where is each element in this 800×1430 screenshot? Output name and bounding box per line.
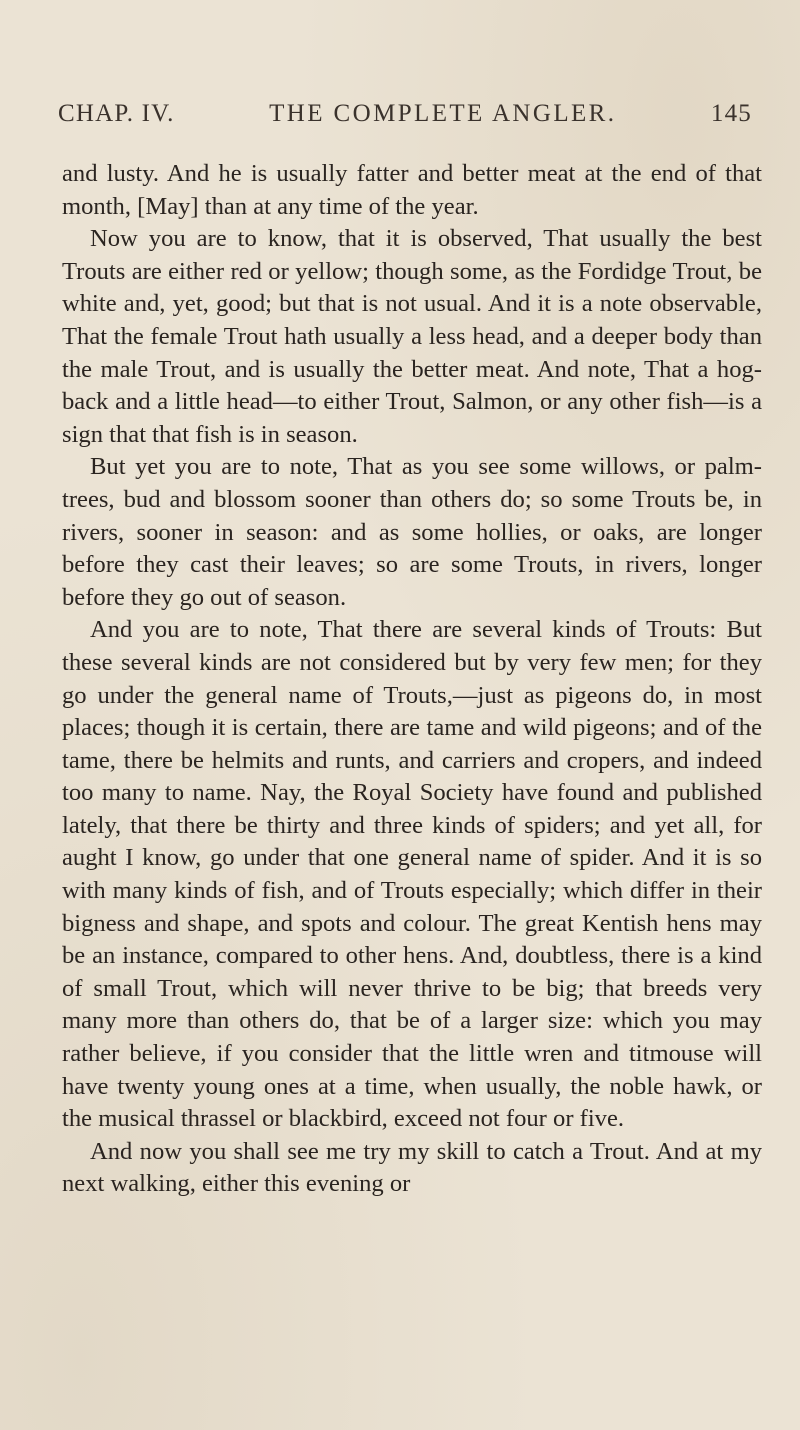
- paragraph: Now you are to know, that it is observed, That usually the best Trouts are either red or yellow; though some, as the Fordidge Trout, be white and, yet, good; but that is not usual. And it is a note observable, That the female Trout hath usually a less head, and a deeper body than the male Trout, and is usually the better meat. And note, That a hog-back and a little head—to either Trout, Salmon, or any other fish—is a sign that that fish is in season.: [62, 225, 762, 448]
- page-number: 145: [710, 100, 752, 127]
- paragraph: But yet you are to note, That as you see some willows, or palm-trees, bud and blossom sooner than others do; so some Trouts be, in rivers, sooner in season: and as some hollies, or oaks, are longer before they cast their leaves; so are some Trouts, in rivers, longer before they go out of season.: [62, 453, 762, 611]
- running-head: [58, 100, 762, 128]
- paragraph: and lusty. And he is usually fatter and better meat at the end of that month, [May] than at any time of the year.: [62, 160, 762, 220]
- body-text: [62, 158, 762, 1201]
- paragraph: And you are to note, That there are several kinds of Trouts: But these several kinds are not considered but by very few men; for they go under the general name of Trouts,—just as pigeons do, in most places; though it is certain, there are tame and wild pigeons; and of the tame, there be helmits and runts, and carriers and cropers, and indeed too many to name. Nay, the Royal Society have found and published lately, that there be thirty and three kinds of spiders; and yet all, for aught I know, go under that one general name of spider. And it is so with many kinds of fish, and of Trouts especially; which differ in their bigness and shape, and spots and colour. The great Kentish hens may be an instance, compared to other hens. And, doubtless, there is a kind of small Trout, which will never thrive to be big; that breeds very many more than others do, that be of a larger size: which you may rather believe, if you consider that the little wren and titmouse will have twenty young ones at a time, when usually, the noble hawk, or the musical thrassel or blackbird, exceed not four or five.: [62, 616, 762, 1133]
- paragraph: And now you shall see me try my skill to catch a Trout. And at my next walking, either this evening or: [62, 1137, 762, 1198]
- book-page: [58, 100, 762, 1201]
- book-title: THE COMPLETE ANGLER.: [269, 100, 617, 127]
- chapter-label: CHAP. IV.: [58, 100, 175, 127]
